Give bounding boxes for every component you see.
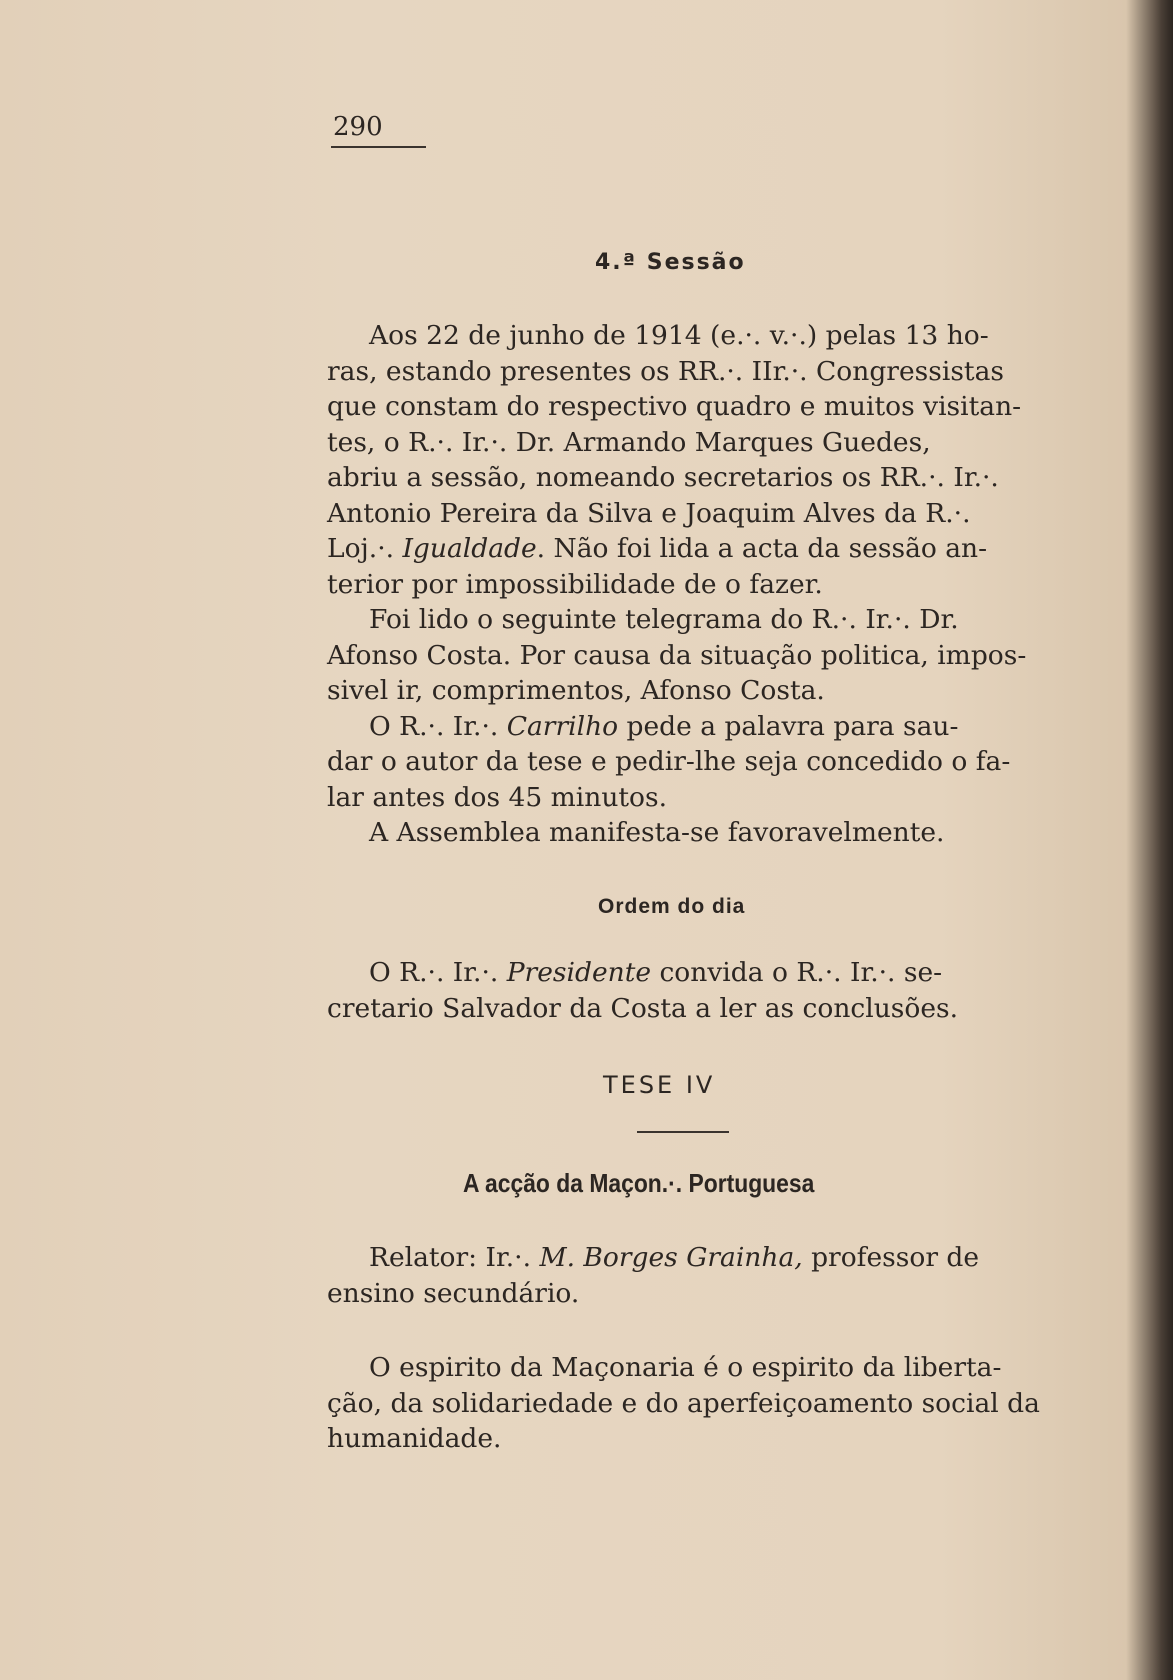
loja-prefix: Loj.·. — [327, 533, 403, 564]
relator-name: M. Borges Grainha, — [539, 1242, 803, 1273]
text-line: lar antes dos 45 minutos. — [327, 781, 668, 813]
relator-prefix: Relator: Ir.·. — [369, 1242, 540, 1273]
assemblea-paragraph — [327, 815, 1047, 851]
tese-rule — [637, 1131, 729, 1133]
loja-rest: . Não foi lida a acta da sessão an- — [536, 533, 988, 564]
opening-paragraph — [327, 318, 1047, 602]
carrilho-rest: pede a palavra para sau- — [618, 710, 959, 742]
text-line: terior por impossibilidade de o fazer. — [327, 568, 823, 600]
session-minutes-text — [327, 318, 1047, 851]
presidente-paragraph — [327, 955, 1047, 1026]
relator-paragraph — [327, 1240, 1047, 1311]
text-line: dar o autor da tese e pedir-lhe seja concedido o fa- — [327, 746, 1011, 777]
text-line: que constam do respectivo quadro e muitos visitan- — [327, 391, 1022, 422]
page-number-rule — [331, 146, 426, 148]
final-section — [327, 1350, 1047, 1457]
text-line: sivel ir, comprimentos, Afonso Costa. — [327, 675, 825, 706]
article-title: A acção da Maçon.·. Portuguesa — [463, 1168, 815, 1198]
text-line: abriu a sessão, nomeando secretarios os RR.·. Ir.·. — [327, 462, 999, 493]
text-line — [327, 531, 1047, 567]
presidente-section — [327, 955, 1047, 1026]
text-line: O espirito da Maçonaria é o espirito da liberta- — [369, 1352, 1002, 1383]
text-line: humanidade. — [327, 1423, 502, 1454]
text-line: cretario Salvador da Costa a ler as conclusões. — [327, 992, 959, 1024]
telegram-paragraph — [327, 602, 1047, 709]
relator-rest: professor de — [802, 1242, 980, 1273]
presidente-role: Presidente — [506, 957, 652, 988]
tese-heading: TESE IV — [603, 1071, 716, 1099]
presidente-prefix: O R.·. Ir.·. — [369, 957, 507, 988]
text-line: Aos 22 de junho de 1914 (e.·. v.·.) pelas 13 ho- — [369, 320, 989, 351]
carrilho-name: Carrilho — [506, 710, 619, 742]
session-heading: 4.ª Sessão — [595, 250, 746, 275]
final-paragraph — [327, 1350, 1047, 1457]
relator-section — [327, 1240, 1047, 1311]
text-line: Afonso Costa. Por causa da situação politica, impos- — [327, 639, 1027, 671]
text-line: Antonio Pereira da Silva e Joaquim Alves da R.·. — [327, 497, 971, 529]
carrilho-paragraph — [327, 709, 1047, 816]
text-line: ção, da solidariedade e do aperfeiçoamento social da — [327, 1387, 1040, 1419]
presidente-rest: convida o R.·. Ir.·. se- — [651, 957, 943, 988]
text-line — [327, 709, 1047, 745]
ordem-do-dia-heading: Ordem do dia — [598, 895, 746, 918]
text-line: Foi lido o seguinte telegrama do R.·. Ir.·. Dr. — [369, 604, 959, 635]
text-line: A Assemblea manifesta-se favoravelmente. — [369, 817, 945, 848]
text-line — [327, 955, 1047, 991]
text-line: ras, estando presentes os RR.·. IIr.·. Congressistas — [327, 355, 1004, 387]
page-number: 290 — [333, 112, 383, 142]
carrilho-prefix: O R.·. Ir.·. — [369, 710, 507, 742]
loja-name: Igualdade — [402, 533, 537, 564]
text-line: tes, o R.·. Ir.·. Dr. Armando Marques Guedes, — [327, 426, 931, 458]
text-line — [327, 1240, 1047, 1276]
text-line: ensino secundário. — [327, 1277, 580, 1309]
